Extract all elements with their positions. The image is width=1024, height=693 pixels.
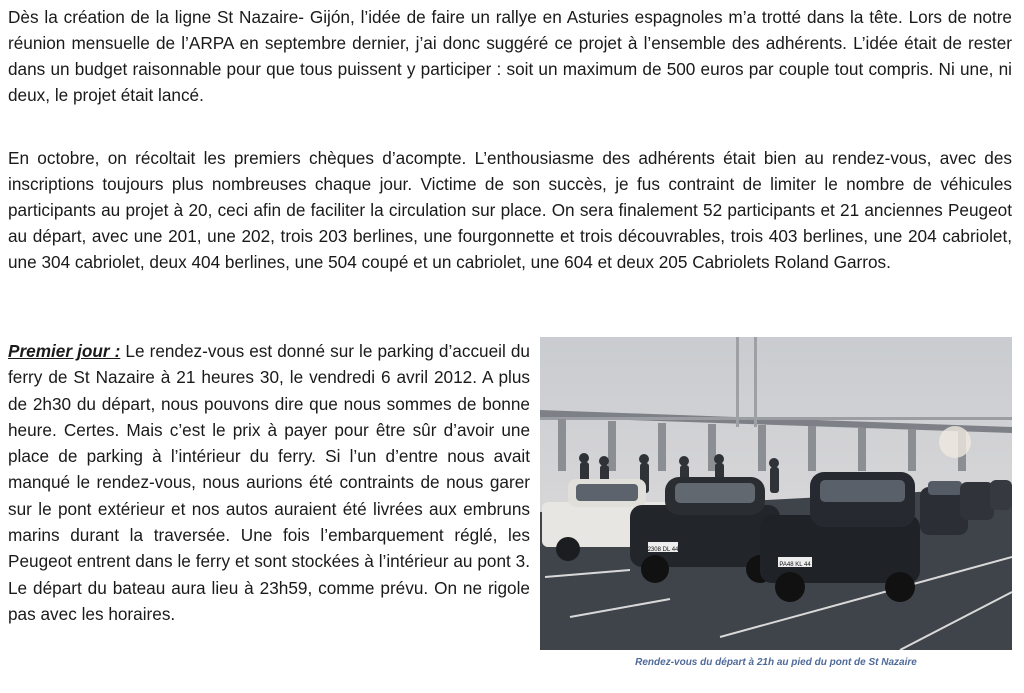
first-day-heading: Premier jour : [8, 341, 121, 361]
first-day-paragraph [8, 338, 530, 627]
street-lamp-glow [939, 426, 971, 458]
departure-photo [540, 337, 1012, 650]
license-plate-left: 2308 DL 44 [647, 547, 679, 553]
license-plate-right: PA48 KL 44 [779, 562, 811, 568]
registration-paragraph: En octobre, on récoltait les premiers chèques d’acompte. L’enthousiasme des adhérents était bien au rendez-vous, avec des inscriptions toujours plus nombreuses chaque jour. Victime de son succès, je fus contraint de limiter le nombre de véhicules participants au projet à 20, ceci afin de faciliter la circulation sur place. On sera finalement 52 participants et 21 anciennes Peugeot au départ, avec une 201, une 202, trois 203 berlines, une fourgonnette et trois découvrables, trois 403 berlines, une 204 cabriolet, une 304 cabriolet, deux 404 berlines, une 504 coupé et un cabriolet, une 604 et deux 205 Cabriolets Roland Garros. [8, 148, 1012, 272]
first-day-body: Le rendez-vous est donné sur le parking d’accueil du ferry de St Nazaire à 21 heures 30, le vendredi 6 avril 2012. A plus de 2h30 du départ, nous pouvons dire que nous sommes de bonne heure. Certes. Mais c’est le prix à payer pour être sûr d’avoir une place de parking à l’intérieur du ferry. Si l’un d’entre nous avait manqué le rendez-vous, nous aurions été contraints de nous garer sur le pont extérieur et nos autos auraient été livrées aux embruns marins durant la traversée. Une fois l’embarquement réglé, les Peugeot entrent dans le ferry et sont stockées à l’intérieur au pont 3. Le départ du bateau aura lieu à 23h59, comme prévu. On ne rigole pas avec les horaires. [8, 341, 530, 624]
parking-scene-illustration [540, 337, 1012, 650]
photo-caption: Rendez-vous du départ à 21h au pied du pont de St Nazaire [635, 657, 917, 668]
intro-paragraph: Dès la création de la ligne St Nazaire- Gijón, l’idée de faire un rallye en Asturies espagnoles m’a trotté dans la tête. Lors de notre réunion mensuelle de l’ARPA en septembre dernier, j’ai donc suggéré ce projet à l’ensemble des adhérents. L’idée était de rester dans un budget raisonnable pour que tous puissent y participer : soit un maximum de 500 euros par couple tout compris. Ni une, ni deux, le projet était lancé. [8, 7, 1012, 105]
